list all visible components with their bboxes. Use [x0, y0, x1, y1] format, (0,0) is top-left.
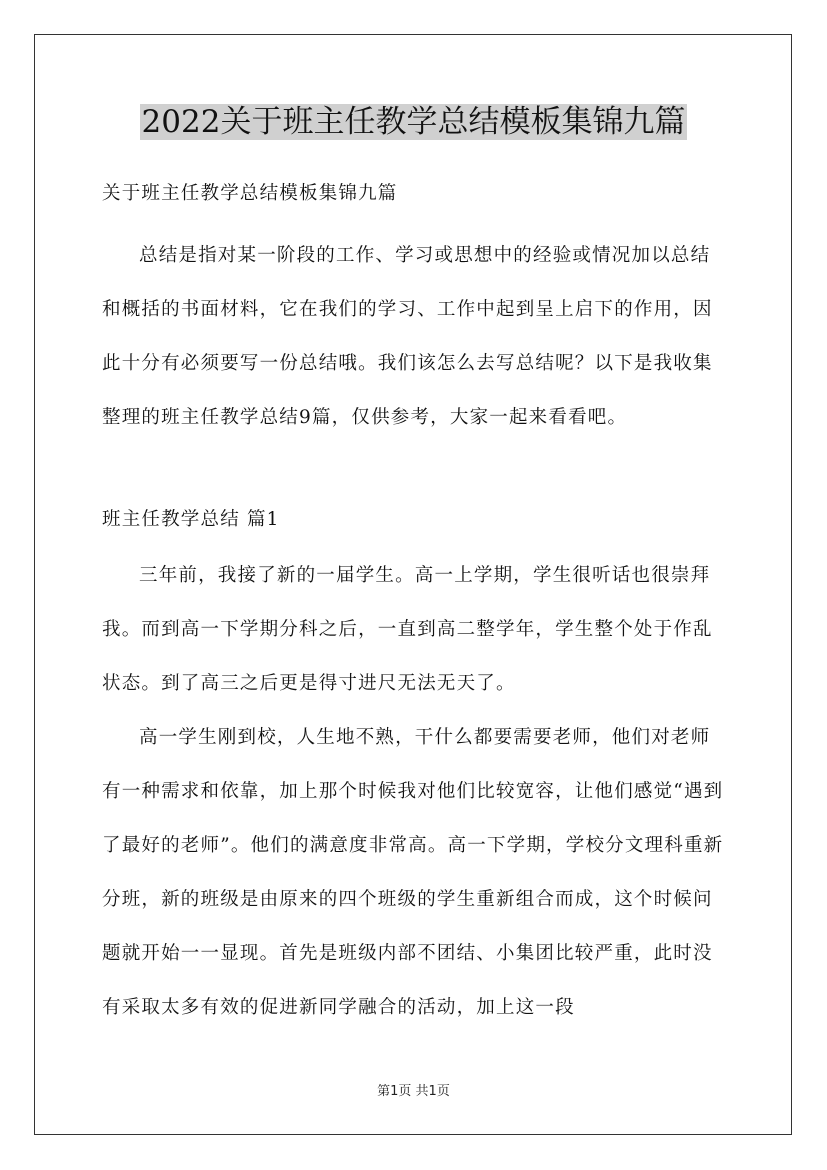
body-paragraph-2: 高一学生刚到校，人生地不熟，干什么都要需要老师，他们对老师有一种需求和依靠，加上那个时候我对他们比较宽容，让他们感觉“遇到了最好的老师”。他们的满意度非常高。高一下学期，学校分文理科重新分班，新的班级是由原来的四个班级的学生重新组合而成，这个时候问题就开始一一显现。首先是班级内部不团结、小集团比较严重，此时没有采取太多有效的促进新同学融合的活动，加上这一段 [102, 727, 724, 1018]
intro-paragraph: 总结是指对某一阶段的工作、学习或思想中的经验或情况加以总结和概括的书面材料，它在我们的学习、工作中起到呈上启下的作用，因此十分有必须要写一份总结哦。我们该怎么去写总结呢？以下是我收集整理的班主任教学总结9篇，仅供参考，大家一起来看看吧。 [102, 245, 713, 428]
section-heading: 班主任教学总结 篇1 [102, 509, 280, 530]
document-title [0, 100, 827, 144]
document-subtitle: 关于班主任教学总结模板集锦九篇 [102, 183, 398, 204]
document-title-text: 2022关于班主任教学总结模板集锦九篇 [141, 104, 686, 140]
page-footer: 第1页 共1页 [377, 1084, 450, 1099]
body-paragraph-1: 三年前，我接了新的一届学生。高一上学期，学生很听话也很崇拜我。而到高一下学期分科之后，一直到高二整学年，学生整个处于作乱状态。到了高三之后更是得寸进尺无法无天了。 [102, 565, 713, 694]
